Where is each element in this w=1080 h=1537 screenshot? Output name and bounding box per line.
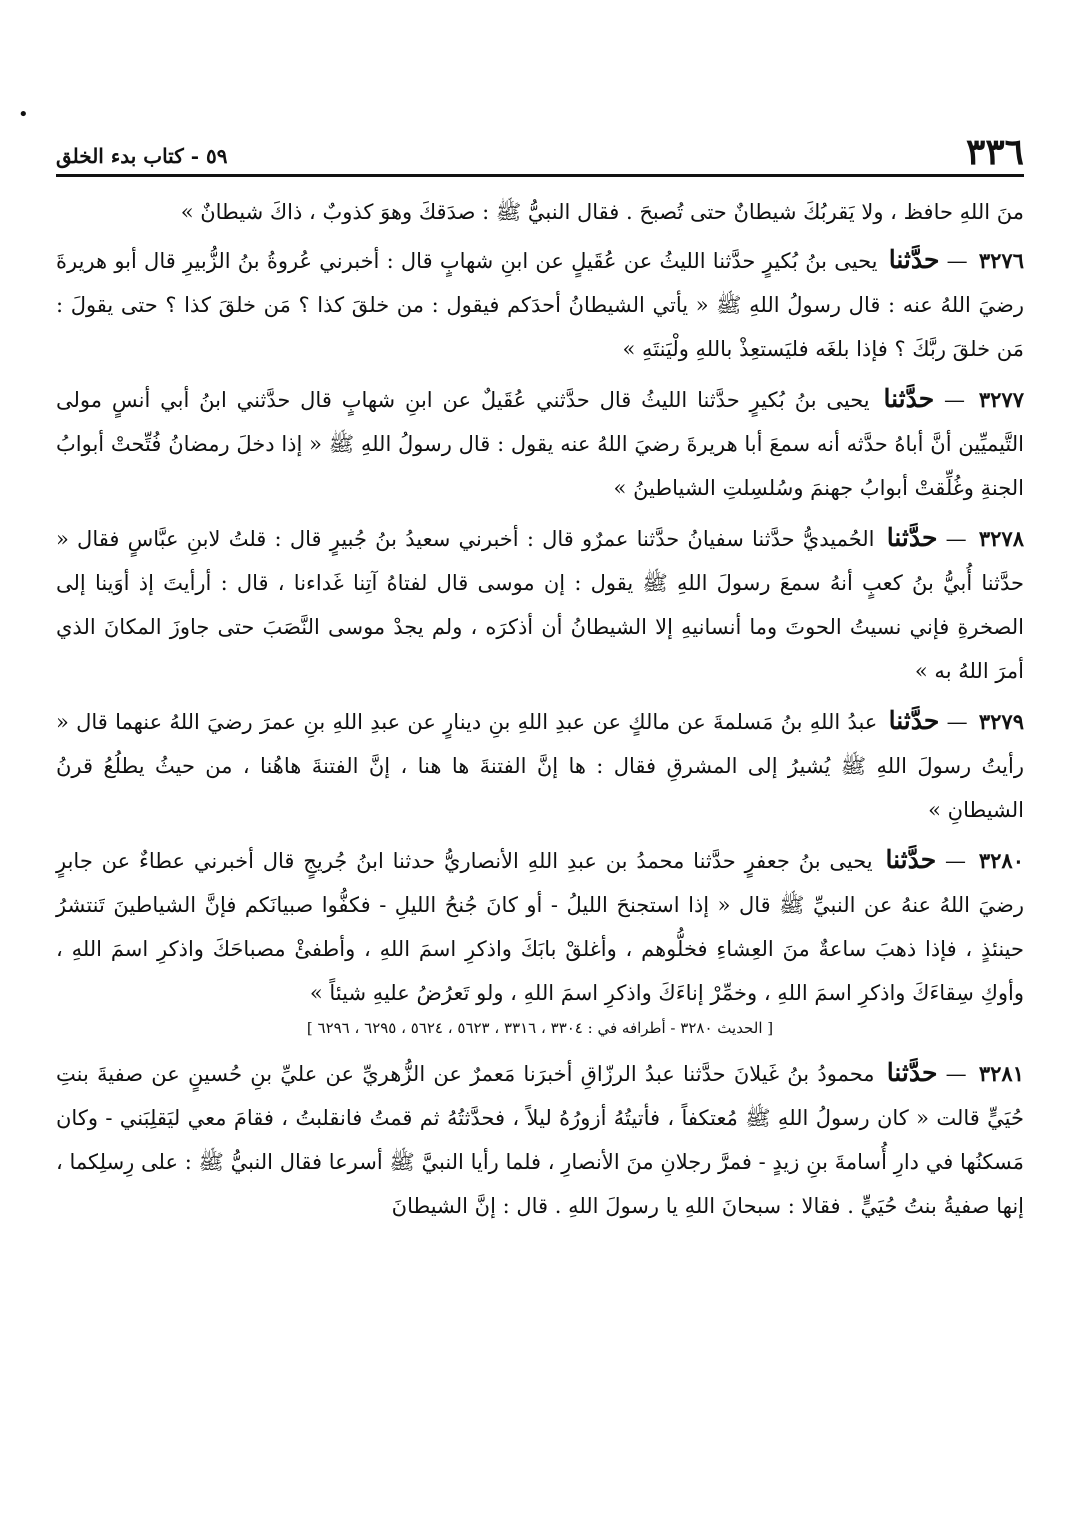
hadith-3277: ٣٢٧٧ — حدَّثنا يحيى بنُ بُكيرٍ حدَّثنا الليثُ قال حدَّثني عُقَيلٌ عن ابنِ شهابٍ قال حدَّثني ابنُ أبي أنسٍ مولى التَّيميِّين أنَّ أباهُ حدَّثه أنه سمعَ أبا هريرةَ رضيَ اللهُ عنه يقول : قال رسولُ اللهِ ﷺ « إذا دخلَ رمضانُ فُتِّحتْ أبوابُ الجنةِ وغُلِّقتْ أبوابُ جهنمَ وسُلسِلتِ الشياطينُ » xyxy=(56,384,1024,500)
haddathana-keyword: حدَّثنا xyxy=(888,245,940,274)
hadith-3281: ٣٢٨١ — حدَّثنا محمودُ بنُ غَيلانَ حدَّثنا عبدُ الرزّاقِ أخبرَنا مَعمرٌ عن الزُّهريِّ عن عليِّ بنِ حُسينٍ عن صفيةَ بنتِ حُيَيٍّ قالت « كان رسولُ اللهِ ﷺ مُعتكفاً ، فأتيتُهُ أزورُهُ ليلاً ، فحدَّثتُهُ ثم قمتُ فانقلبتُ ، فقامَ معي ليَقلِبَني - وكان مَسكنُها في دارِ أُسامةَ بنِ زيدٍ - فمرَّ رجلانِ منَ الأنصارِ ، فلما رأيا النبيَّ ﷺ أسرعا فقال النبيُّ ﷺ : على رِسلِكما ، إنها صفيةُ بنتُ حُيَيٍّ . فقالا : سبحانَ اللهِ يا رسولَ اللهِ . قال : إنَّ الشيطانَ xyxy=(56,1058,1024,1218)
hadith-3279: ٣٢٧٩ — حدَّثنا عبدُ اللهِ بنُ مَسلمةَ عن مالكٍ عن عبدِ اللهِ بنِ دينارٍ عن عبدِ اللهِ بنِ عمرَ رضيَ اللهُ عنهما قال « رأيتُ رسولَ اللهِ ﷺ يُشيرُ إلى المشرقِ فقال : ها إنَّ الفتنةَ ها هنا ، إنَّ الفتنةَ هاهُنا ، من حيثُ يطلُعُ قرنُ الشيطانِ » xyxy=(56,706,1024,822)
hadith-3278: ٣٢٧٨ — حدَّثنا الحُميديُّ حدَّثنا سفيانُ حدَّثنا عمرٌو قال : أخبرني سعيدُ بنُ جُبيرٍ قال : قلتُ لابنِ عبَّاسٍ فقال « حدَّثنا أُبيُّ بنُ كعبٍ أنهُ سمعَ رسولَ اللهِ ﷺ يقول : إن موسى قال لفتاهُ آتِنا غَداءنا ، قال : أرأيتَ إذ أوَينا إلى الصخرةِ فإني نسيتُ الحوتَ وما أنسانيهِ إلا الشيطانُ أن أذكرَه ، ولم يجدْ موسى النَّصَبَ حتى جاوزَ المكانَ الذي أمرَ اللهُ به » xyxy=(56,523,1024,683)
book-title: ٥٩ - كتاب بدء الخلق xyxy=(56,144,228,168)
margin-dot-mark: • xyxy=(18,104,29,125)
hadith-number: ٣٢٨٠ xyxy=(978,848,1024,873)
page-number: ٣٣٦ xyxy=(965,131,1024,173)
hadith-text: محمودُ بنُ غَيلانَ حدَّثنا عبدُ الرزّاقِ أخبرَنا مَعمرٌ عن الزُّهريِّ عن عليِّ بنِ حُسينٍ عن صفيةَ بنتِ حُيَيٍّ قالت « كان رسولُ اللهِ ﷺ مُعتكفاً ، فأتيتُهُ أزورُهُ ليلاً ، فحدَّثتُهُ ثم قمتُ فانقلبتُ ، فقامَ معي ليَقلِبَني - وكان مَسكنُها في دارِ أُسامةَ بنِ زيدٍ - فمرَّ رجلانِ منَ الأنصارِ ، فلما رأيا النبيَّ ﷺ أسرعا فقال النبيُّ ﷺ : على رِسلِكما ، إنها صفيةُ بنتُ حُيَيٍّ . فقالا : سبحانَ اللهِ يا رسولَ اللهِ . قال : إنَّ الشيطانَ xyxy=(56,1062,1024,1218)
haddathana-keyword: حدَّثنا xyxy=(886,1058,938,1087)
hadith-text: يحيى بنُ بُكيرٍ حدَّثنا الليثُ قال حدَّثني عُقَيلٌ عن ابنِ شهابٍ قال حدَّثني ابنُ أبي أنسٍ مولى التَّيميِّين أنَّ أباهُ حدَّثه أنه سمعَ أبا هريرةَ رضيَ اللهُ عنه يقول : قال رسولُ اللهِ ﷺ « إذا دخلَ رمضانُ فُتِّحتْ أبوابُ الجنةِ وغُلِّقتْ أبوابُ جهنمَ وسُلسِلتِ الشياطينُ » xyxy=(56,388,1024,500)
hadith-number: ٣٢٧٩ xyxy=(978,709,1024,734)
hadith-number: ٣٢٧٨ xyxy=(978,526,1024,551)
hadith-number: ٣٢٧٦ xyxy=(978,248,1024,273)
haddathana-keyword: حدَّثنا xyxy=(885,845,937,874)
hadith-number: ٣٢٧٧ xyxy=(978,387,1024,412)
hadith-text: الحُميديُّ حدَّثنا سفيانُ حدَّثنا عمرٌو قال : أخبرني سعيدُ بنُ جُبيرٍ قال : قلتُ لابنِ عبَّاسٍ فقال « حدَّثنا أُبيُّ بنُ كعبٍ أنهُ سمعَ رسولَ اللهِ ﷺ يقول : إن موسى قال لفتاهُ آتِنا غَداءنا ، قال : أرأيتَ إذ أوَينا إلى الصخرةِ فإني نسيتُ الحوتَ وما أنسانيهِ إلا الشيطانُ أن أذكرَه ، ولم يجدْ موسى النَّصَبَ حتى جاوزَ المكانَ الذي أمرَ اللهُ به » xyxy=(56,527,1024,683)
hadith-text: يحيى بنُ بُكيرٍ حدَّثنا الليثُ عن عُقَيلٍ عن ابنِ شهابٍ قال : أخبرني عُروةُ بنُ الزُّبيرِ قال أبو هريرةَ رضيَ اللهُ عنه : قال رسولُ اللهِ ﷺ « يأتي الشيطانُ أحدَكم فيقول : من خلقَ كذا ؟ مَن خلقَ كذا ؟ حتى يقولَ : مَن خلقَ ربَّكَ ؟ فإذا بلغَه فليَستعِذْ باللهِ ولْيَنتَهِ » xyxy=(56,249,1024,361)
haddathana-keyword: حدَّثنا xyxy=(883,384,935,413)
haddathana-keyword: حدَّثنا xyxy=(886,523,938,552)
hadith-number: ٣٢٨١ xyxy=(978,1061,1024,1086)
hadith-cross-reference-note: [ الحديث ٣٢٨٠ - أطرافه في : ٣٣٠٤ ، ٣٣١٦ ، ٥٦٢٣ ، ٥٦٢٤ ، ٦٢٩٥ ، ٦٢٩٦ ] xyxy=(306,1019,774,1037)
continuation-text: منَ اللهِ حافظ ، ولا يَقربُكَ شيطانٌ حتى تُصبحَ . فقال النبيُّ ﷺ : صدَقكَ وهوَ كذوبٌ ، ذاكَ شيطانٌ » xyxy=(180,200,1024,224)
hadith-text: يحيى بنُ جعفرٍ حدَّثنا محمدُ بن عبدِ اللهِ الأنصاريُّ حدثنا ابنُ جُريجٍ قال أخبرني عطاءٌ عن جابرٍ رضيَ اللهُ عنهُ عن النبيِّ ﷺ قال « إذا استجنحَ الليلُ - أو كانَ جُنحُ الليلِ - فكفُّوا صبيانَكم فإنَّ الشياطينَ تَنتشرُ حينئذٍ ، فإذا ذهبَ ساعةٌ منَ العِشاءِ فخلُّوهم ، وأغلقْ بابَكَ واذكرِ اسمَ اللهِ ، وأطفئْ مصباحَكَ واذكرِ اسمَ اللهِ ، وأوكِ سِقاءَكَ واذكرِ اسمَ اللهِ ، وخمِّرْ إناءَكَ واذكرِ اسمَ اللهِ ، ولو تَعرُضُ عليهِ شيئاً » xyxy=(56,849,1024,1005)
page-header xyxy=(56,128,1024,177)
haddathana-keyword: حدَّثنا xyxy=(888,706,940,735)
hadith-3276: ٣٢٧٦ — حدَّثنا يحيى بنُ بُكيرٍ حدَّثنا الليثُ عن عُقَيلٍ عن ابنِ شهابٍ قال : أخبرني عُروةُ بنُ الزُّبيرِ قال أبو هريرةَ رضيَ اللهُ عنه : قال رسولُ اللهِ ﷺ « يأتي الشيطانُ أحدَكم فيقول : من خلقَ كذا ؟ مَن خلقَ كذا ؟ حتى يقولَ : مَن خلقَ ربَّكَ ؟ فإذا بلغَه فليَستعِذْ باللهِ ولْيَنتَهِ » xyxy=(56,245,1024,361)
hadith-3280: ٣٢٨٠ — حدَّثنا يحيى بنُ جعفرٍ حدَّثنا محمدُ بن عبدِ اللهِ الأنصاريُّ حدثنا ابنُ جُريجٍ قال أخبرني عطاءٌ عن جابرٍ رضيَ اللهُ عنهُ عن النبيِّ ﷺ قال « إذا استجنحَ الليلُ - أو كانَ جُنحُ الليلِ - فكفُّوا صبيانَكم فإنَّ الشياطينَ تَنتشرُ حينئذٍ ، فإذا ذهبَ ساعةٌ منَ العِشاءِ فخلُّوهم ، وأغلقْ بابَكَ واذكرِ اسمَ اللهِ ، وأطفئْ مصباحَكَ واذكرِ اسمَ اللهِ ، وأوكِ سِقاءَكَ واذكرِ اسمَ اللهِ ، وخمِّرْ إناءَكَ واذكرِ اسمَ اللهِ ، ولو تَعرُضُ عليهِ شيئاً » xyxy=(56,845,1024,1005)
page-body xyxy=(56,190,1024,1517)
hadith-text: عبدُ اللهِ بنُ مَسلمةَ عن مالكٍ عن عبدِ اللهِ بنِ دينارٍ عن عبدِ اللهِ بنِ عمرَ رضيَ اللهُ عنهما قال « رأيتُ رسولَ اللهِ ﷺ يُشيرُ إلى المشرقِ فقال : ها إنَّ الفتنةَ ها هنا ، إنَّ الفتنةَ هاهُنا ، من حيثُ يطلُعُ قرنُ الشيطانِ » xyxy=(56,710,1024,822)
